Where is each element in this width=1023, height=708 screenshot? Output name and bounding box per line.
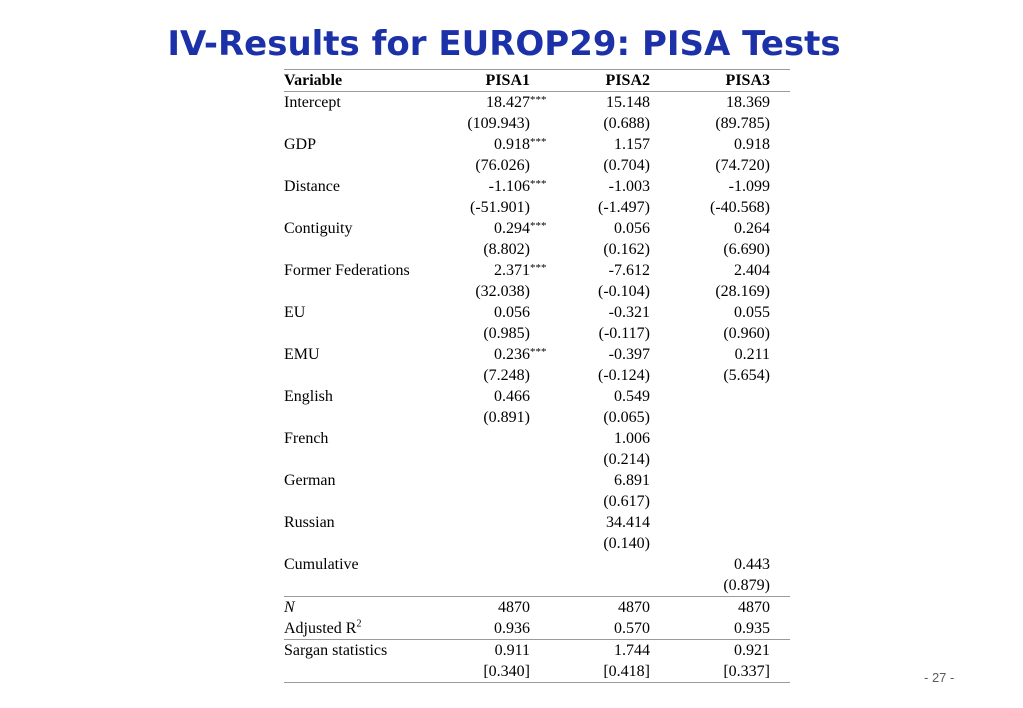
cell-pisa3: [0.337] xyxy=(677,661,770,683)
cell-pisa2: -1.003 xyxy=(608,178,650,195)
cell-pisa2: 34.414 xyxy=(606,514,650,531)
cell-pisa3: -1.099 xyxy=(728,178,770,195)
cell-pisa3: 0.264 xyxy=(734,220,770,237)
significance-stars xyxy=(770,426,790,447)
significance-stars xyxy=(530,531,560,552)
table-row xyxy=(284,470,790,491)
table-row xyxy=(284,449,790,470)
cell-pisa1 xyxy=(446,512,530,533)
cell-variable xyxy=(284,365,446,386)
cell-pisa3: (28.169) xyxy=(715,283,770,300)
table-row xyxy=(284,386,790,407)
significance-stars xyxy=(770,111,790,132)
cell-pisa2: 1.744 xyxy=(560,640,650,662)
significance-stars xyxy=(770,321,790,342)
significance-stars xyxy=(530,468,560,489)
table-row xyxy=(284,554,790,575)
cell-pisa1 xyxy=(446,554,530,575)
significance-stars: *** xyxy=(530,94,547,106)
cell-pisa2: (-1.497) xyxy=(598,199,650,216)
significance-stars xyxy=(770,552,790,573)
cell-pisa1 xyxy=(446,575,530,597)
cell-pisa1: 0.936 xyxy=(494,620,530,637)
significance-stars xyxy=(530,384,560,405)
cell-pisa2: (0.617) xyxy=(603,493,650,510)
table-row xyxy=(284,491,790,512)
cell-pisa3 xyxy=(677,533,770,554)
significance-stars xyxy=(530,573,560,595)
table-row xyxy=(284,260,790,281)
significance-stars: *** xyxy=(530,346,547,358)
table-row xyxy=(284,302,790,323)
significance-stars xyxy=(650,552,677,573)
cell-pisa2: 0.570 xyxy=(614,620,650,637)
cell-pisa1: 0.236 xyxy=(494,346,530,363)
significance-stars: *** xyxy=(530,136,547,148)
significance-stars xyxy=(770,405,790,426)
cell-pisa1: 18.427 xyxy=(486,94,530,111)
significance-stars xyxy=(530,321,560,342)
cell-variable: Distance xyxy=(284,178,340,195)
cell-variable xyxy=(284,661,446,683)
cell-pisa1 xyxy=(446,491,530,512)
cell-pisa1: 0.056 xyxy=(494,304,530,321)
cell-pisa2: 0.549 xyxy=(614,388,650,405)
significance-stars xyxy=(650,153,677,174)
significance-stars xyxy=(650,300,677,321)
significance-stars xyxy=(650,468,677,489)
table-row xyxy=(284,134,790,155)
cell-pisa3 xyxy=(677,512,770,533)
cell-variable: EU xyxy=(284,304,306,321)
significance-stars xyxy=(530,552,560,573)
significance-stars: *** xyxy=(530,262,547,274)
significance-stars xyxy=(770,258,790,279)
cell-pisa3: (0.879) xyxy=(723,577,770,594)
cell-pisa1: [0.340] xyxy=(446,661,530,683)
table-row xyxy=(284,155,790,176)
significance-stars xyxy=(530,300,560,321)
cell-variable: Former Federations xyxy=(284,262,410,279)
cell-pisa2: -7.612 xyxy=(608,262,650,279)
cell-pisa1: 0.911 xyxy=(446,640,530,662)
cell-variable xyxy=(284,155,446,176)
cell-variable: English xyxy=(284,388,333,405)
cell-pisa2: (-0.117) xyxy=(598,325,650,342)
cell-variable: German xyxy=(284,472,336,489)
cell-pisa2: 1.006 xyxy=(614,430,650,447)
cell-variable: Russian xyxy=(284,514,335,531)
cell-variable: Intercept xyxy=(284,94,341,111)
cell-pisa3: 0.443 xyxy=(734,556,770,573)
cell-pisa2: (0.162) xyxy=(603,241,650,258)
cell-pisa3: 2.404 xyxy=(734,262,770,279)
cell-variable xyxy=(284,533,446,554)
significance-stars xyxy=(770,174,790,195)
cell-pisa3: 18.369 xyxy=(726,94,770,111)
table-row xyxy=(284,344,790,365)
table-row xyxy=(284,407,790,428)
significance-stars xyxy=(530,489,560,510)
significance-stars xyxy=(650,90,677,112)
significance-stars xyxy=(530,111,560,132)
cell-pisa2: (0.214) xyxy=(603,451,650,468)
significance-stars: *** xyxy=(530,178,547,190)
significance-stars xyxy=(770,90,790,112)
cell-pisa2 xyxy=(560,575,650,597)
table-row xyxy=(284,365,790,386)
significance-stars xyxy=(770,384,790,405)
significance-stars xyxy=(770,195,790,216)
significance-stars xyxy=(770,279,790,300)
cell-pisa1 xyxy=(446,449,530,470)
significance-stars xyxy=(530,405,560,426)
cell-variable xyxy=(284,449,446,470)
significance-stars xyxy=(650,132,677,153)
header-pisa2: PISA2 xyxy=(560,70,650,92)
significance-stars xyxy=(770,489,790,510)
table-row xyxy=(284,323,790,344)
cell-pisa3: 0.935 xyxy=(734,620,770,637)
cell-pisa2: 1.157 xyxy=(614,136,650,153)
cell-variable: Cumulative xyxy=(284,556,359,573)
significance-stars xyxy=(650,447,677,468)
table-body xyxy=(284,92,790,597)
significance-stars xyxy=(650,426,677,447)
cell-pisa2: (0.704) xyxy=(603,157,650,174)
cell-pisa1 xyxy=(446,428,530,449)
cell-pisa3: (74.720) xyxy=(715,157,770,174)
cell-pisa2: -0.321 xyxy=(608,304,650,321)
significance-stars xyxy=(650,489,677,510)
significance-stars xyxy=(650,342,677,363)
cell-pisa2: (-0.104) xyxy=(598,283,650,300)
table-row xyxy=(284,92,790,114)
cell-pisa2: (0.688) xyxy=(603,115,650,132)
significance-stars xyxy=(650,216,677,237)
significance-stars xyxy=(770,363,790,384)
cell-pisa3 xyxy=(677,491,770,512)
table-row xyxy=(284,218,790,239)
cell-pisa2: (-0.124) xyxy=(598,367,650,384)
cell-variable: GDP xyxy=(284,136,317,153)
significance-stars xyxy=(650,384,677,405)
significance-stars xyxy=(770,531,790,552)
cell-variable xyxy=(284,407,446,428)
cell-pisa3: 0.921 xyxy=(677,640,770,662)
significance-stars xyxy=(650,321,677,342)
cell-pisa1: (7.248) xyxy=(483,367,530,384)
header-pisa3: PISA3 xyxy=(677,70,770,92)
page-title: IV-Results for EUROP29: PISA Tests xyxy=(167,24,841,64)
cell-pisa2: (0.065) xyxy=(603,409,650,426)
cell-pisa2: 15.148 xyxy=(606,94,650,111)
cell-variable xyxy=(284,491,446,512)
table-row-n xyxy=(284,597,790,619)
cell-pisa1 xyxy=(446,533,530,554)
cell-variable: EMU xyxy=(284,346,320,363)
cell-pisa3 xyxy=(677,470,770,491)
significance-stars xyxy=(650,510,677,531)
cell-pisa3: (6.690) xyxy=(723,241,770,258)
cell-pisa1: 0.294 xyxy=(494,220,530,237)
significance-stars xyxy=(530,426,560,447)
cell-pisa1: (0.985) xyxy=(483,325,530,342)
cell-pisa2: (0.140) xyxy=(603,535,650,552)
cell-pisa1: 0.466 xyxy=(494,388,530,405)
significance-stars xyxy=(650,363,677,384)
cell-pisa3 xyxy=(677,449,770,470)
significance-stars xyxy=(530,195,560,216)
cell-pisa1: (0.891) xyxy=(483,409,530,426)
header-pisa1: PISA1 xyxy=(446,70,530,92)
cell-pisa2 xyxy=(560,554,650,575)
cell-variable xyxy=(284,323,446,344)
significance-stars xyxy=(650,111,677,132)
cell-pisa2: 0.056 xyxy=(614,220,650,237)
cell-pisa1: 2.371 xyxy=(494,262,530,279)
significance-stars xyxy=(650,258,677,279)
cell-variable: N xyxy=(284,597,446,619)
cell-pisa3 xyxy=(677,386,770,407)
cell-pisa3: (5.654) xyxy=(723,367,770,384)
cell-pisa1: (109.943) xyxy=(467,115,530,132)
cell-pisa1: (32.038) xyxy=(475,283,530,300)
significance-stars xyxy=(770,447,790,468)
cell-pisa1: -1.106 xyxy=(488,178,530,195)
cell-variable xyxy=(284,575,446,597)
significance-stars xyxy=(530,363,560,384)
cell-pisa3: (89.785) xyxy=(715,115,770,132)
cell-variable xyxy=(284,113,446,134)
significance-stars xyxy=(650,279,677,300)
significance-stars xyxy=(770,132,790,153)
table-row-sargan xyxy=(284,640,790,662)
cell-variable xyxy=(284,618,446,640)
page-number: - 27 - xyxy=(924,670,955,685)
cell-variable xyxy=(284,197,446,218)
significance-stars xyxy=(530,153,560,174)
table-header-row xyxy=(284,70,790,92)
header-variable: Variable xyxy=(284,70,446,92)
cell-pisa3: (0.960) xyxy=(723,325,770,342)
significance-stars xyxy=(770,237,790,258)
significance-stars xyxy=(530,510,560,531)
significance-stars xyxy=(530,279,560,300)
significance-stars xyxy=(650,531,677,552)
table-row xyxy=(284,428,790,449)
cell-pisa1: (76.026) xyxy=(475,157,530,174)
table-row-sargan-pvalue xyxy=(284,661,790,683)
cell-variable xyxy=(284,239,446,260)
significance-stars xyxy=(770,153,790,174)
cell-pisa2: -0.397 xyxy=(608,346,650,363)
cell-variable: Sargan statistics xyxy=(284,640,446,662)
cell-variable xyxy=(284,281,446,302)
table-row xyxy=(284,176,790,197)
cell-variable: Contiguity xyxy=(284,220,353,237)
significance-stars xyxy=(650,405,677,426)
table-row xyxy=(284,197,790,218)
cell-pisa3: 4870 xyxy=(677,597,770,619)
table-summary xyxy=(284,597,790,683)
table-row xyxy=(284,575,790,597)
cell-pisa3: 0.211 xyxy=(734,346,770,363)
cell-variable: French xyxy=(284,430,329,447)
cell-pisa1 xyxy=(446,470,530,491)
cell-pisa1: 0.918 xyxy=(494,136,530,153)
cell-pisa1: (-51.901) xyxy=(470,199,530,216)
cell-pisa2: 4870 xyxy=(560,597,650,619)
significance-stars xyxy=(770,468,790,489)
significance-stars xyxy=(770,300,790,321)
cell-pisa2: [0.418] xyxy=(560,661,650,683)
significance-stars xyxy=(770,510,790,531)
significance-stars xyxy=(650,174,677,195)
results-table xyxy=(284,69,790,683)
significance-stars xyxy=(650,195,677,216)
cell-pisa2: 6.891 xyxy=(614,472,650,489)
significance-stars xyxy=(530,237,560,258)
r2-superscript: 2 xyxy=(356,618,362,630)
table-row xyxy=(284,113,790,134)
cell-pisa3: 0.055 xyxy=(734,304,770,321)
table-row xyxy=(284,281,790,302)
significance-stars xyxy=(650,573,677,595)
adjusted-r2-label: Adjusted R xyxy=(284,620,357,637)
significance-stars xyxy=(770,573,790,595)
significance-stars xyxy=(770,216,790,237)
significance-stars xyxy=(770,342,790,363)
table-row-adjusted-r2 xyxy=(284,618,790,640)
cell-pisa3 xyxy=(677,407,770,428)
table-row xyxy=(284,239,790,260)
cell-pisa3: 0.918 xyxy=(734,136,770,153)
table-row xyxy=(284,533,790,554)
cell-pisa1: 4870 xyxy=(446,597,530,619)
cell-pisa3 xyxy=(677,428,770,449)
significance-stars xyxy=(650,237,677,258)
significance-stars xyxy=(530,447,560,468)
table-row xyxy=(284,512,790,533)
significance-stars: *** xyxy=(530,220,547,232)
cell-pisa1: (8.802) xyxy=(483,241,530,258)
cell-pisa3: (-40.568) xyxy=(710,199,770,216)
